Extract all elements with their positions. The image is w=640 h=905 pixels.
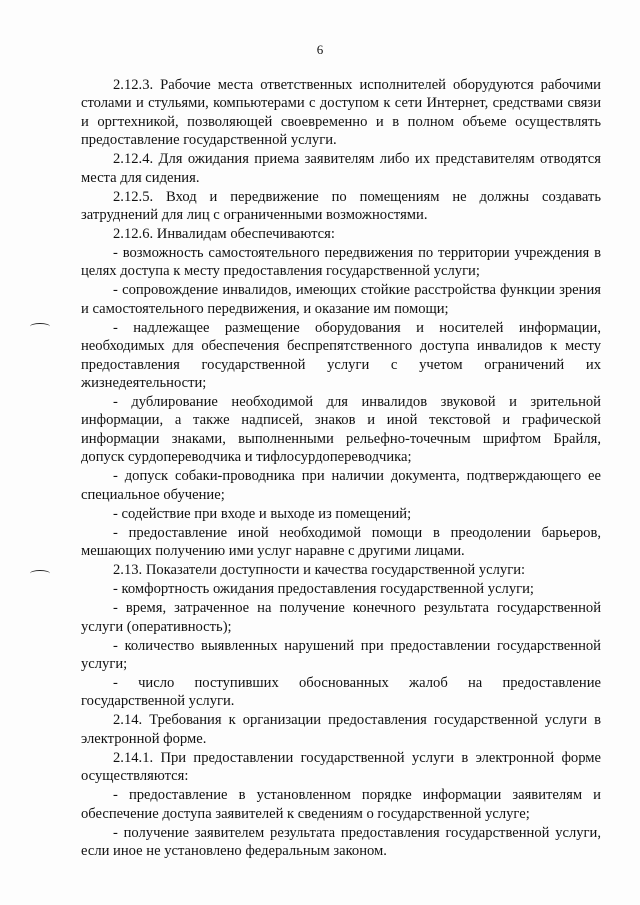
paragraph-2-12-5: 2.12.5. Вход и передвижение по помещениям не должны создавать затруднений для лиц с ограниченными возможностями. xyxy=(81,188,601,224)
paragraph-2-14-1: 2.14.1. При предоставлении государственной услуги в электронной форме осуществляются: xyxy=(81,749,601,785)
paragraph-2-12-3: 2.12.3. Рабочие места ответственных исполнителей оборудуются рабочими столами и стульями, компьютерами с доступом к сети Интернет, средствами связи и оргтехникой, позволяющей своевременно и в полном объеме осуществлять предоставление государственной услуги. xyxy=(81,77,601,149)
list-item-equipment: - надлежащее размещение оборудования и носителей информации, необходимых для обеспечения беспрепятственного доступа инвалидов к месту предоставления государственной услуги с учетом ограничений их жизнедеятельности; xyxy=(81,319,601,392)
list-item-time: - время, затраченное на получение конечного результата государственной услуги (оперативность); xyxy=(81,600,601,635)
document-body xyxy=(81,76,601,860)
paragraph-2-13: 2.13. Показатели доступности и качества государственной услуги: xyxy=(113,562,526,579)
list-item-escort: - сопровождение инвалидов, имеющих стойкие расстройства функции зрения и самостоятельного передвижения, и оказание им помощи; xyxy=(81,282,601,317)
list-item-movement: - возможность самостоятельного передвижения по территории учреждения в целях доступа к месту предоставления государственной услуги; xyxy=(81,245,601,280)
list-item-guide-dog: - допуск собаки-проводника при наличии документа, подтверждающего ее специальное обучение; xyxy=(81,468,601,503)
scan-mark-lower xyxy=(30,570,50,577)
scan-mark-upper xyxy=(30,323,50,330)
list-item-other-assistance: - предоставление иной необходимой помощи в преодолении барьеров, мешающих получению ими услуг наравне с другими лицами. xyxy=(81,524,601,560)
list-item-duplication: - дублирование необходимой для инвалидов звуковой и зрительной информации, а также надписей, знаков и иной текстовой и графической информации знаками, выполненными рельефно-точечным шрифтом Брайля, допуск сурдопереводчика и тифлосурдопереводчика; xyxy=(81,394,601,466)
paragraph-2-12-6: 2.12.6. Инвалидам обеспечиваются: xyxy=(113,226,335,243)
list-item-entry-assistance: - содействие при входе и выходе из помещений; xyxy=(113,505,412,522)
list-item-violations: - количество выявленных нарушений при предоставлении государственной услуги; xyxy=(81,637,601,672)
list-item-information: - предоставление в установленном порядке информации заявителям и обеспечение доступа заявителей к сведениям о государственной услуге; xyxy=(81,787,601,822)
paragraph-2-14: 2.14. Требования к организации предоставления государственной услуги в электронной форме. xyxy=(81,712,601,747)
list-item-comfort: - комфортность ожидания предоставления государственной услуги; xyxy=(113,581,534,598)
paragraph-2-12-4: 2.12.4. Для ожидания приема заявителям либо их представителям отводятся места для сидения. xyxy=(81,151,601,186)
list-item-complaints: - число поступивших обоснованных жалоб на предоставление государственной услуги. xyxy=(81,674,601,710)
page-number: 6 xyxy=(316,42,324,57)
list-item-result: - получение заявителем результата предоставления государственной услуги, если иное не установлено федеральным законом. xyxy=(81,824,601,859)
